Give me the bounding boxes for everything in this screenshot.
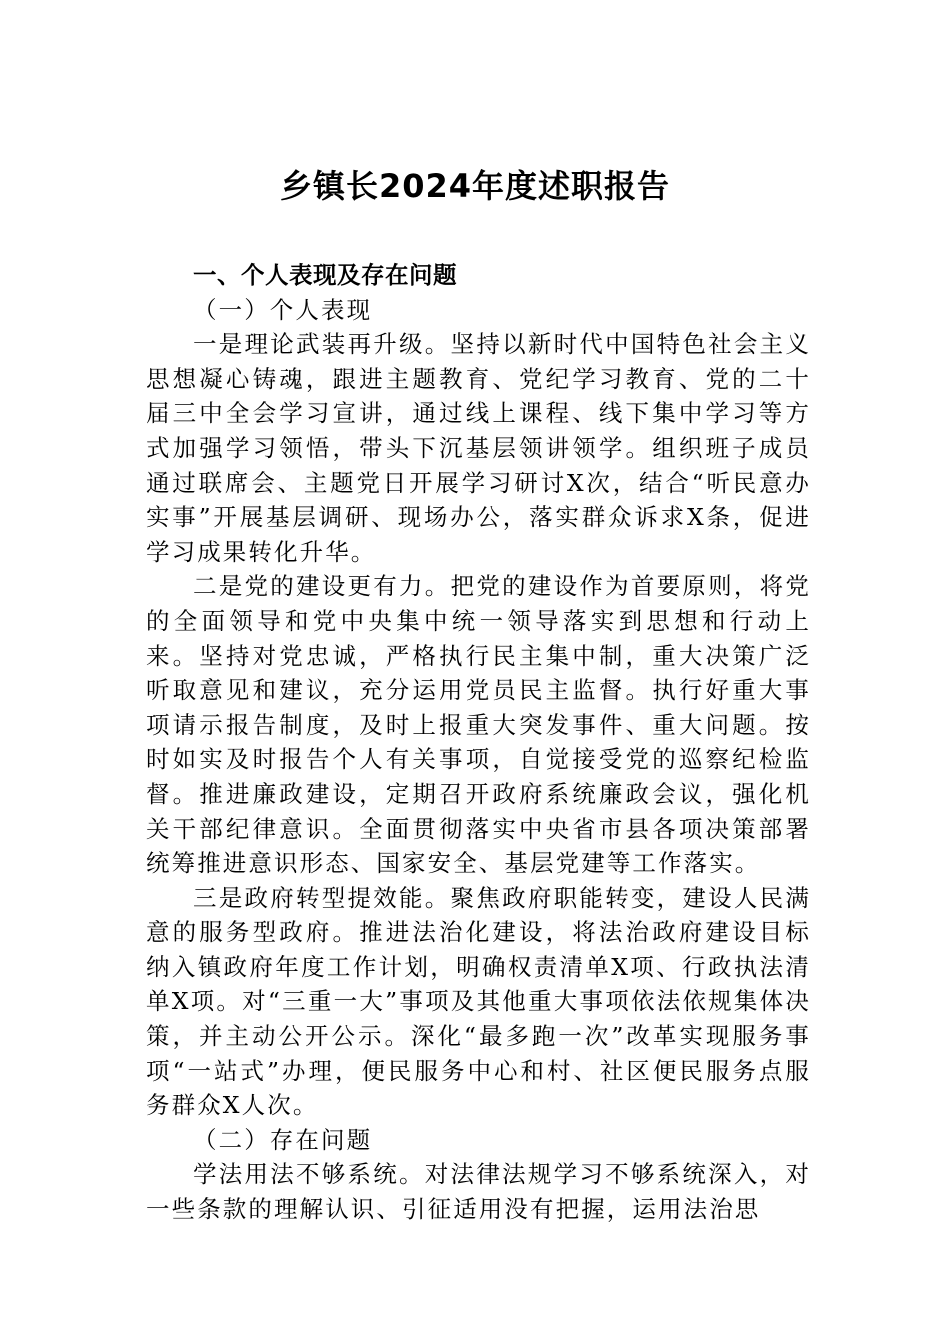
paragraph-government-transformation: 三是政府转型提效能。聚焦政府职能转变，建设人民满意的服务型政府。推进法治化建设，将法治政府建设目标纳入镇政府年度工作计划，明确权责清单X项、行政执法清单X项。对“三重一大”事项及其他重大事项依法依规集体决策，并主动公开公示。深化“最多跑一次”改革实现服务事项“一站式”办理，便民服务中心和村、社区便民服务点服务群众X人次。: [146, 883, 811, 1120]
subsection-heading-2: （二）存在问题: [193, 1125, 373, 1154]
document-body: [146, 258, 811, 1227]
paragraph-theory: 一是理论武装再升级。坚持以新时代中国特色社会主义思想凝心铸魂，跟进主题教育、党纪学习教育、党的二十届三中全会学习宣讲，通过线上课程、线下集中学习等方式加强学习领悟，带头下沉基层领讲领学。组织班子成员通过联席会、主题党日开展学习研讨X次，结合“听民意办实事”开展基层调研、现场办公，落实群众诉求X条，促进学习成果转化升华。: [146, 330, 811, 566]
section-heading-1: 一、个人表现及存在问题: [193, 261, 457, 289]
subsection-heading-1: （一）个人表现: [193, 295, 373, 324]
paragraph-party-building: 二是党的建设更有力。把党的建设作为首要原则，将党的全面领导和党中央集中统一领导落实到思想和行动上来。坚持对党忠诚，严格执行民主集中制，重大决策广泛听取意见和建议，充分运用党员民主监督。执行好重大事项请示报告制度，及时上报重大突发事件、重大问题。按时如实及时报告个人有关事项，自觉接受党的巡察纪检监督。推进廉政建设，定期召开政府系统廉政会议，强化机关干部纪律意识。全面贯彻落实中央省市县各项决策部署统筹推进意识形态、国家安全、基层党建等工作落实。: [146, 572, 811, 878]
paragraph-law-study: 学法用法不够系统。对法律法规学习不够系统深入，对一些条款的理解认识、引征适用没有把握，运用法治思: [146, 1160, 811, 1224]
document-title: 乡镇长2024年度述职报告: [279, 167, 671, 205]
